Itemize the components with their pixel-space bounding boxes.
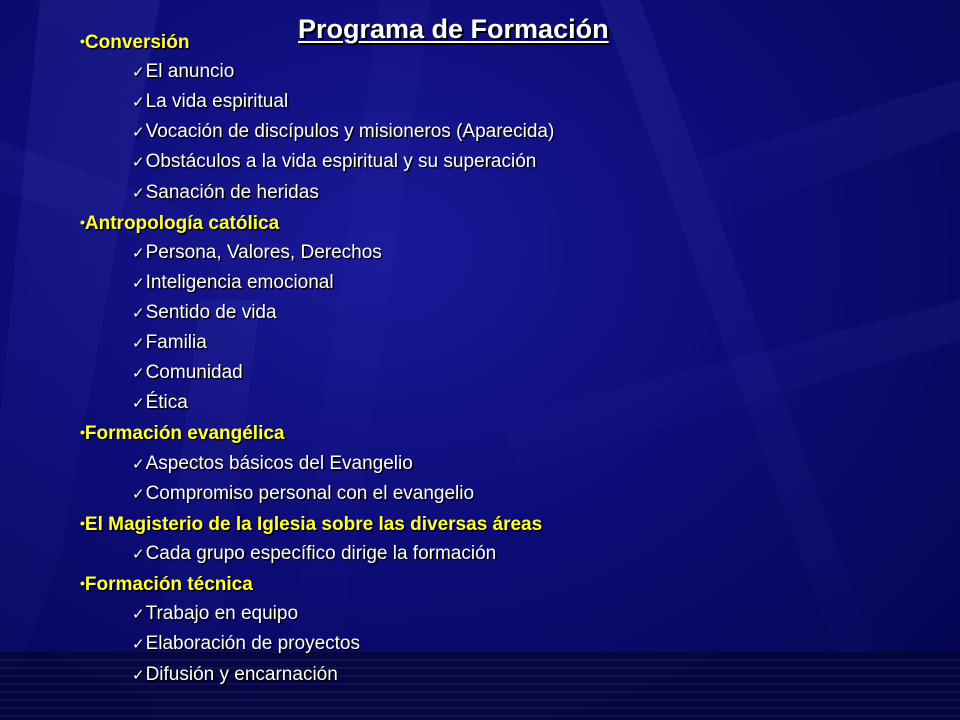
list-item: ✓Persona, Valores, Derechos — [132, 241, 382, 263]
checkmark-icon: ✓ — [132, 666, 145, 684]
list-item: ✓Ética — [132, 392, 188, 414]
checkmark-icon: ✓ — [132, 365, 145, 383]
bullet-icon: • — [80, 33, 85, 49]
list-item: ✓Inteligencia emocional — [132, 271, 334, 293]
bullet-icon: • — [80, 213, 85, 230]
checkmark-icon: ✓ — [132, 546, 145, 564]
checkmark-icon: ✓ — [132, 274, 145, 292]
checkmark-icon: ✓ — [132, 124, 145, 142]
checkmark-icon: ✓ — [132, 244, 145, 262]
bullet-icon: • — [80, 514, 85, 531]
section-heading-formacion-tecnica: •Formación técnica — [80, 574, 253, 596]
list-item: ✓Elaboración de proyectos — [132, 633, 360, 655]
checkmark-icon: ✓ — [132, 335, 145, 353]
checkmark-icon: ✓ — [132, 485, 145, 503]
list-item: ✓La vida espiritual — [132, 91, 289, 113]
checkmark-icon: ✓ — [132, 184, 145, 202]
list-item: ✓Difusión y encarnación — [132, 663, 338, 685]
section-heading-magisterio: •El Magisterio de la Iglesia sobre las diversas áreas — [80, 513, 543, 535]
list-item: ✓Aspectos básicos del Evangelio — [132, 452, 413, 474]
list-item: ✓El anuncio — [132, 61, 235, 83]
list-item: ✓Compromiso personal con el evangelio — [132, 482, 475, 504]
list-item: ✓Sanación de heridas — [132, 181, 319, 203]
outline-list — [80, 27, 940, 690]
checkmark-icon: ✓ — [132, 606, 145, 624]
checkmark-icon: ✓ — [132, 154, 145, 172]
list-item: ✓Vocación de discípulos y misioneros (Aparecida) — [132, 121, 555, 143]
bullet-icon: • — [80, 424, 85, 441]
list-item: ✓Sentido de vida — [132, 302, 277, 324]
slide-title: Programa de Formación — [298, 14, 609, 44]
list-item: ✓Trabajo en equipo — [132, 603, 299, 625]
list-item: ✓Cada grupo específico dirige la formación — [132, 543, 497, 565]
checkmark-icon: ✓ — [132, 636, 145, 654]
checkmark-icon: ✓ — [132, 64, 145, 82]
section-heading-antropologia: •Antropología católica — [80, 212, 280, 234]
list-item: ✓Obstáculos a la vida espiritual y su superación — [132, 151, 537, 173]
list-item: ✓Familia — [132, 332, 207, 354]
list-item: ✓Comunidad — [132, 362, 243, 384]
section-heading-formacion-evangelica: •Formación evangélica — [80, 423, 285, 445]
checkmark-icon: ✓ — [132, 305, 145, 323]
checkmark-icon: ✓ — [132, 94, 145, 112]
checkmark-icon: ✓ — [132, 395, 145, 413]
checkmark-icon: ✓ — [132, 455, 145, 473]
bullet-icon: • — [80, 575, 85, 592]
section-heading-conversion: •Conversión — [80, 32, 190, 53]
